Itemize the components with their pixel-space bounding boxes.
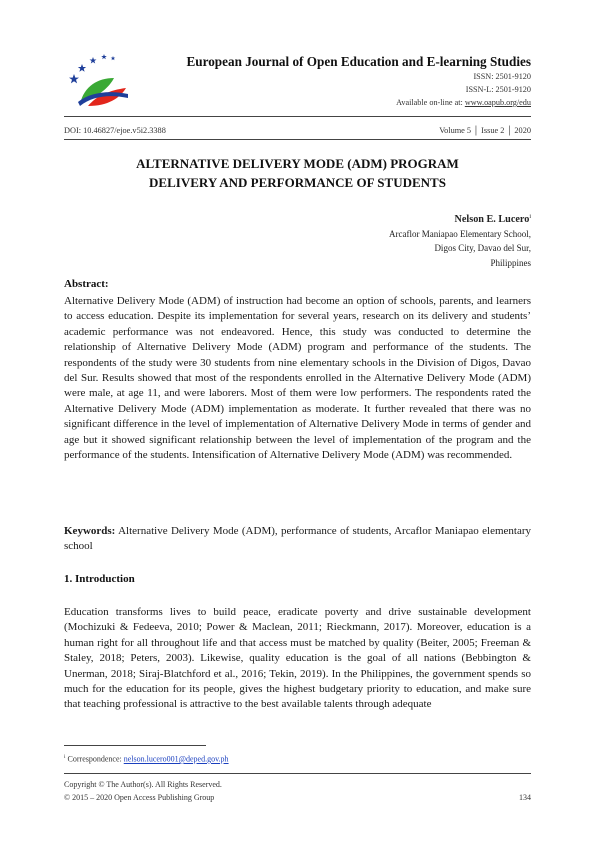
volume-issue: Volume 5 │ Issue 2 │ 2020 <box>439 126 531 135</box>
abstract-text: Alternative Delivery Mode (ADM) of instruction had become an option of schools, parents, and learners to access education. Despite its implementation for several years, research on its delivery and students’ academic performance was not endeavored. Hence, this study was conducted to determine the relationship of Alternative Delivery Mode (ADM) program and performance of the students. The respondents of the study were 30 students from nine elementary schools in the Division of Digos, Davao del Sur. Results showed that most of the respondents enrolled in the Alternative Delivery Mode (ADM) were male, at age 11, and were laborers. Most of them were low performers. The respondents rated the Alternative Delivery Mode (ADM) implementation as moderate. It further revealed that there was no significant difference in the level of implementation of Alternative Delivery Mode in terms of gender and age but it showed significant relationship between the level of implementation of the program and the performance of the students. Intensification of Alternative Delivery Mode (ADM) was recommended. <box>64 295 531 462</box>
issn-l: ISSN-L: 2501-9120 <box>465 85 531 94</box>
author-name: Nelson E. Lucero <box>454 214 530 225</box>
footnote <box>64 754 229 764</box>
author-block <box>389 210 531 270</box>
doi-line <box>64 126 531 135</box>
footer-rule <box>64 773 531 774</box>
footnote-rule <box>64 745 206 746</box>
paper-title-line1: ALTERNATIVE DELIVERY MODE (ADM) PROGRAM <box>136 156 459 171</box>
affiliation-line1: Arcaflor Maniapao Elementary School, <box>389 229 531 240</box>
journal-logo <box>66 52 136 112</box>
available-prefix: Available on-line at: <box>396 98 465 107</box>
page-number: 134 <box>519 793 531 802</box>
introduction-text: Education transforms lives to build peace, eradicate poverty and drive sustainable development (Mochizuki & Fedeeva, 2010; Power & Maclean, 2011; Rieckmann, 2017). Moreover, education is a human right for all throughout life and that access must be matched by quality (Beiter, 2005; Freeman & Staley, 2018; Peters, 2003). Likewise, quality education is the goal of all nations (Bebbington & Unerman, 2018; Siraj-Blatchford et al., 2016; Tekin, 2019). In the Philippines, the government spends so much for the education for its people, gives the highest budgetary priority to education, and make sure that teaching professional is attractive to the best available talents through adequate <box>64 606 531 711</box>
introduction-heading: 1. Introduction <box>64 573 135 585</box>
available-online <box>396 98 531 107</box>
footnote-label: Correspondence: <box>67 754 124 764</box>
keywords-text: Alternative Delivery Mode (ADM), performance of students, Arcaflor Maniapao elementary school <box>64 525 531 553</box>
doi: DOI: 10.46827/ejoe.v5i2.3388 <box>64 126 166 135</box>
issn: ISSN: 2501-9120 <box>473 72 531 81</box>
keywords <box>64 524 531 555</box>
header-rule-bottom <box>64 139 531 140</box>
affiliation-line2: Digos City, Davao del Sur, <box>434 243 531 254</box>
affiliation-line3: Philippines <box>490 257 531 268</box>
correspondence-email-link[interactable]: nelson.lucero001@deped.gov.ph <box>123 754 229 764</box>
abstract-heading: Abstract: <box>64 278 109 290</box>
paper-title <box>64 154 531 192</box>
footnote-mark: i <box>64 754 66 760</box>
header-rule-top <box>64 116 531 117</box>
author-footnote-mark: i <box>529 214 531 220</box>
publisher: © 2015 – 2020 Open Access Publishing Group <box>64 793 215 802</box>
paper-title-line2: DELIVERY AND PERFORMANCE OF STUDENTS <box>149 175 446 190</box>
copyright: Copyright © The Author(s). All Rights Reserved. <box>64 780 222 789</box>
keywords-label: Keywords: <box>64 525 116 537</box>
website-link[interactable]: www.oapub.org/edu <box>464 98 531 107</box>
journal-title: European Journal of Open Education and E-learning Studies <box>186 54 531 69</box>
